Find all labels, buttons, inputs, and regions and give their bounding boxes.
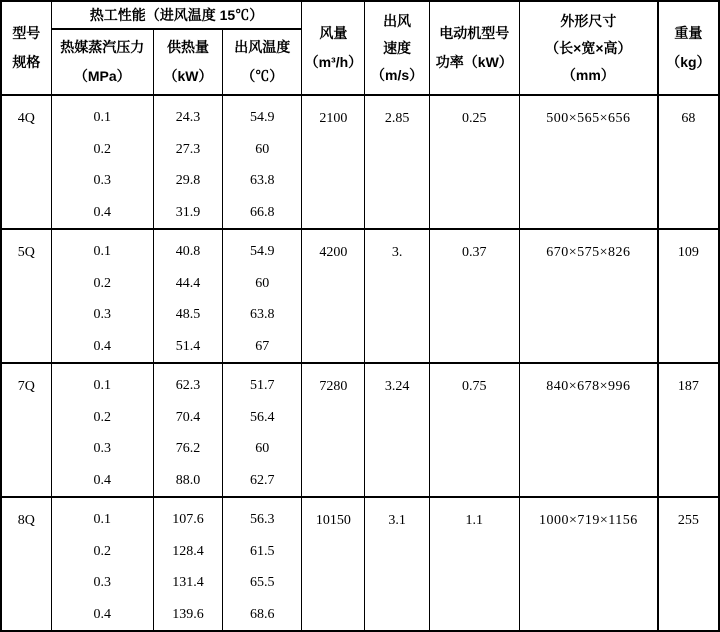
pressure-value: 0.2 <box>93 543 112 559</box>
weight-cell: 187 <box>658 363 719 497</box>
header-heat-output-line1: 供热量 <box>167 39 209 55</box>
pressure-cell <box>51 497 153 631</box>
heat-output-value: 128.4 <box>172 543 204 559</box>
dimensions-cell: 500×565×656 <box>519 95 657 229</box>
heat-output-value: 76.2 <box>175 441 201 456</box>
header-outlet-temp-line2: （℃） <box>241 68 284 84</box>
header-steam-pressure-line1: 热媒蒸汽压力 <box>60 39 145 55</box>
table-body <box>1 95 719 631</box>
air-volume-cell: 2100 <box>302 95 365 229</box>
outlet-temp-value: 67 <box>255 338 270 354</box>
header-weight <box>658 1 719 95</box>
outlet-temp-value: 54.9 <box>249 110 275 125</box>
header-steam-pressure-line2: （MPa） <box>73 68 131 84</box>
pressure-value: 0.3 <box>93 575 112 590</box>
header-air-speed-line2: 速度 <box>383 39 412 56</box>
heat-output-value: 107.6 <box>172 512 204 527</box>
motor-power-cell: 0.25 <box>429 95 519 229</box>
heat-output-value: 62.3 <box>175 378 201 393</box>
header-heat-output-line2: （kW） <box>163 68 213 84</box>
heat-output-value: 44.4 <box>175 275 201 291</box>
motor-power-cell: 0.75 <box>429 363 519 497</box>
pressure-cell <box>51 229 153 363</box>
model-cell: 5Q <box>1 229 51 363</box>
heat-output-cell <box>153 363 222 497</box>
heat-output-cell <box>153 497 222 631</box>
table-row-5q <box>1 229 719 363</box>
header-motor-power <box>429 1 519 95</box>
pressure-cell <box>51 95 153 229</box>
pressure-value: 0.1 <box>93 378 112 393</box>
outlet-temp-value: 63.8 <box>249 307 275 322</box>
heat-output-value: 29.8 <box>175 173 201 188</box>
heat-output-cell <box>153 229 222 363</box>
heat-output-value: 131.4 <box>172 575 204 590</box>
header-outlet-temp <box>223 29 302 95</box>
header-dimensions-line1: 外形尺寸 <box>560 12 617 29</box>
header-dimensions-line3: （mm） <box>561 66 615 83</box>
air-volume-cell: 4200 <box>302 229 365 363</box>
pressure-value: 0.3 <box>93 173 112 188</box>
dimensions-cell: 670×575×826 <box>519 229 657 363</box>
outlet-temp-value: 60 <box>255 275 270 291</box>
header-heat-output <box>153 29 222 95</box>
header-row-1 <box>1 1 719 29</box>
header-dimensions <box>519 1 657 95</box>
model-cell: 7Q <box>1 363 51 497</box>
outlet-temp-cell <box>223 363 302 497</box>
header-outlet-temp-line1: 出风温度 <box>234 39 291 55</box>
heat-output-value: 70.4 <box>175 409 201 425</box>
header-air-speed-line3: （m/s） <box>371 66 424 83</box>
motor-power-cell: 0.37 <box>429 229 519 363</box>
outlet-temp-cell <box>223 497 302 631</box>
pressure-value: 0.1 <box>93 110 112 125</box>
header-air-volume-line2: （m³/h） <box>304 54 363 70</box>
outlet-temp-value: 68.6 <box>249 606 275 622</box>
header-dimensions-line2: （长×宽×高） <box>545 39 632 56</box>
header-motor-power-line1: 电动机型号 <box>439 25 510 41</box>
dimensions-cell: 1000×719×1156 <box>519 497 657 631</box>
air-speed-cell: 3.24 <box>365 363 429 497</box>
outlet-temp-cell <box>223 229 302 363</box>
air-volume-cell: 7280 <box>302 363 365 497</box>
table-row-4q <box>1 95 719 229</box>
outlet-temp-value: 61.5 <box>249 543 275 559</box>
header-weight-line1: 重量 <box>674 25 703 41</box>
pressure-value: 0.3 <box>93 441 112 456</box>
header-thermal-performance-group: 热工性能（进风温度 15℃） <box>51 1 302 29</box>
header-model-spec <box>1 1 51 95</box>
table-row-8q <box>1 497 719 631</box>
pressure-value: 0.2 <box>93 141 112 157</box>
heat-output-value: 40.8 <box>175 244 201 259</box>
heat-output-value: 139.6 <box>172 606 204 622</box>
heat-output-value: 48.5 <box>175 307 201 322</box>
weight-cell: 68 <box>658 95 719 229</box>
dimensions-cell: 840×678×996 <box>519 363 657 497</box>
air-speed-cell: 3.1 <box>365 497 429 631</box>
table-row-7q <box>1 363 719 497</box>
weight-cell: 109 <box>658 229 719 363</box>
outlet-temp-value: 63.8 <box>249 173 275 188</box>
pressure-value: 0.1 <box>93 244 112 259</box>
pressure-value: 0.2 <box>93 275 112 291</box>
header-air-speed-line1: 出风 <box>383 12 412 29</box>
header-model-spec-line2: 规格 <box>12 54 41 70</box>
outlet-temp-value: 60 <box>255 441 270 456</box>
heat-output-value: 31.9 <box>175 204 201 220</box>
pressure-value: 0.1 <box>93 512 112 527</box>
air-speed-cell: 2.85 <box>365 95 429 229</box>
pressure-value: 0.4 <box>93 338 112 354</box>
header-air-speed <box>365 1 429 95</box>
pressure-cell <box>51 363 153 497</box>
heat-output-value: 27.3 <box>175 141 201 157</box>
header-air-volume <box>302 1 365 95</box>
outlet-temp-value: 51.7 <box>249 378 275 393</box>
air-speed-cell: 3. <box>365 229 429 363</box>
weight-cell: 255 <box>658 497 719 631</box>
heat-output-value: 88.0 <box>175 472 201 488</box>
header-model-spec-line1: 型号 <box>12 25 41 41</box>
model-cell: 4Q <box>1 95 51 229</box>
pressure-value: 0.4 <box>93 606 112 622</box>
outlet-temp-value: 54.9 <box>249 244 275 259</box>
table-header <box>1 1 719 95</box>
pressure-value: 0.3 <box>93 307 112 322</box>
pressure-value: 0.4 <box>93 472 112 488</box>
header-air-volume-line1: 风量 <box>319 25 348 41</box>
heat-output-cell <box>153 95 222 229</box>
header-steam-pressure <box>51 29 153 95</box>
outlet-temp-value: 56.4 <box>249 409 275 425</box>
pressure-value: 0.4 <box>93 204 112 220</box>
outlet-temp-value: 60 <box>255 141 270 157</box>
motor-power-cell: 1.1 <box>429 497 519 631</box>
heat-output-value: 24.3 <box>175 110 201 125</box>
heat-output-value: 51.4 <box>175 338 201 354</box>
header-weight-line2: （kg） <box>666 54 711 70</box>
outlet-temp-value: 66.8 <box>249 204 275 220</box>
outlet-temp-value: 56.3 <box>249 512 275 527</box>
outlet-temp-value: 62.7 <box>249 472 275 488</box>
model-cell: 8Q <box>1 497 51 631</box>
header-motor-power-line2: 功率（kW） <box>435 54 513 70</box>
pressure-value: 0.2 <box>93 409 112 425</box>
outlet-temp-cell <box>223 95 302 229</box>
air-volume-cell: 10150 <box>302 497 365 631</box>
outlet-temp-value: 65.5 <box>249 575 275 590</box>
